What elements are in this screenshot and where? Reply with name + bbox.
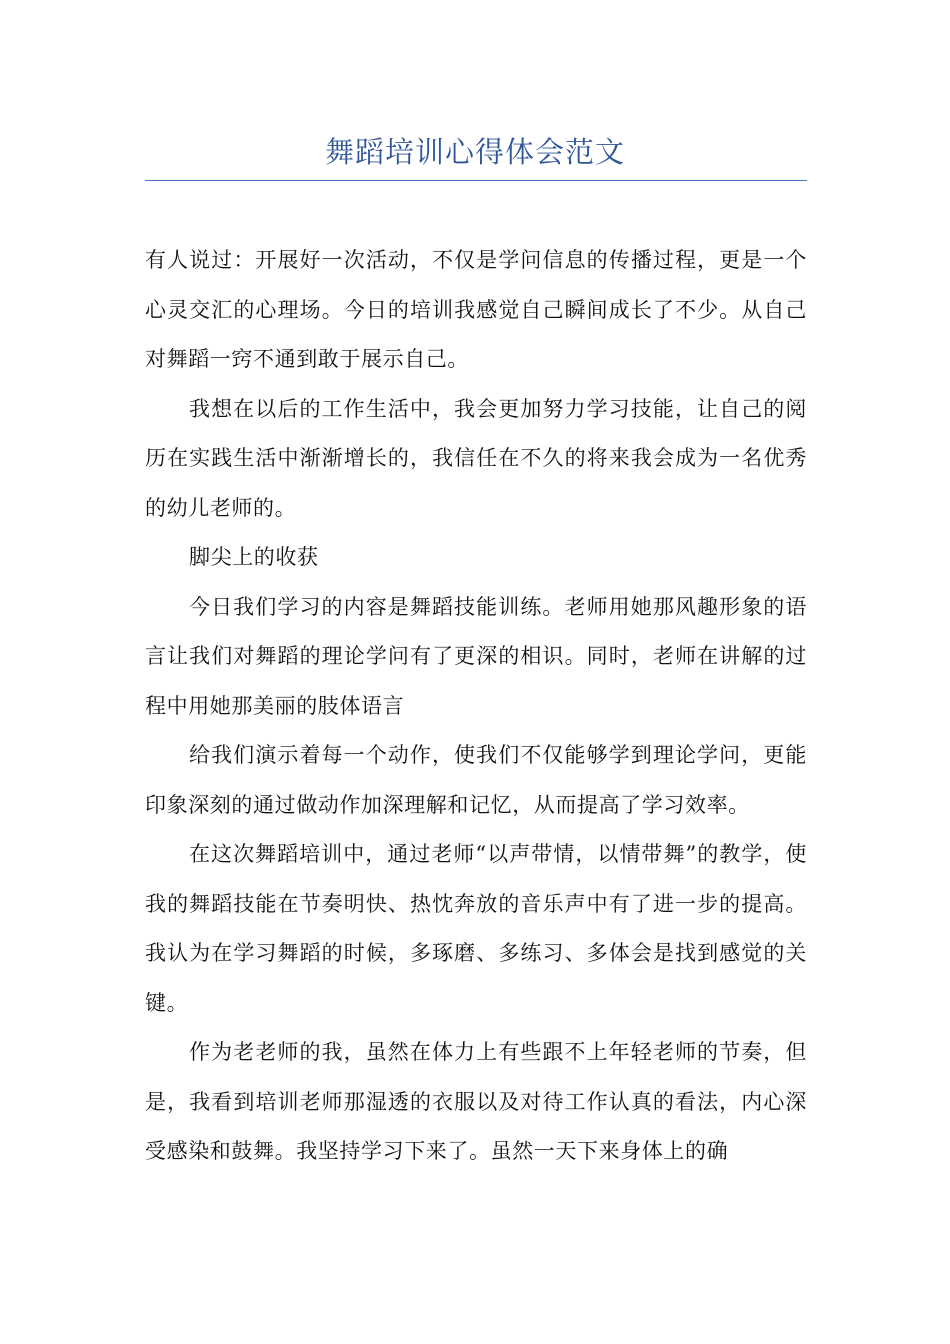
paragraph: 在这次舞蹈培训中，通过老师“以声带情，以情带舞”的教学，使我的舞蹈技能在节奏明快、热忱奔放的音乐声中有了进一步的提高。我认为在学习舞蹈的时候，多琢磨、多练习、多体会是找到感觉的关键。: [145, 842, 807, 1015]
paragraph: 有人说过：开展好一次活动，不仅是学问信息的传播过程，更是一个心灵交汇的心理场。今日的培训我感觉自己瞬间成长了不少。从自己对舞蹈一窍不通到敢于展示自己。: [145, 248, 807, 371]
section-heading: 脚尖上的收获: [189, 545, 319, 569]
paragraph: 我想在以后的工作生活中，我会更加努力学习技能，让自己的阅历在实践生活中渐渐增长的，我信任在不久的将来我会成为一名优秀的幼儿老师的。: [145, 396, 807, 520]
title-underline: [145, 180, 807, 181]
document-body: [145, 236, 807, 1177]
paragraph: 给我们演示着每一个动作，使我们不仅能够学到理论学问，更能印象深刻的通过做动作加深理解和记忆，从而提高了学习效率。: [145, 743, 807, 817]
paragraph: 今日我们学习的内容是舞蹈技能训练。老师用她那风趣形象的语言让我们对舞蹈的理论学问有了更深的相识。同时，老师在讲解的过程中用她那美丽的肢体语言: [145, 594, 807, 718]
paragraph: 作为老老师的我，虽然在体力上有些跟不上年轻老师的节奏，但是，我看到培训老师那湿透的衣服以及对待工作认真的看法，内心深受感染和鼓舞。我坚持学习下来了。虽然一天下来身体上的确: [145, 1040, 807, 1163]
document-title: 舞蹈培训心得体会范文: [324, 135, 625, 169]
